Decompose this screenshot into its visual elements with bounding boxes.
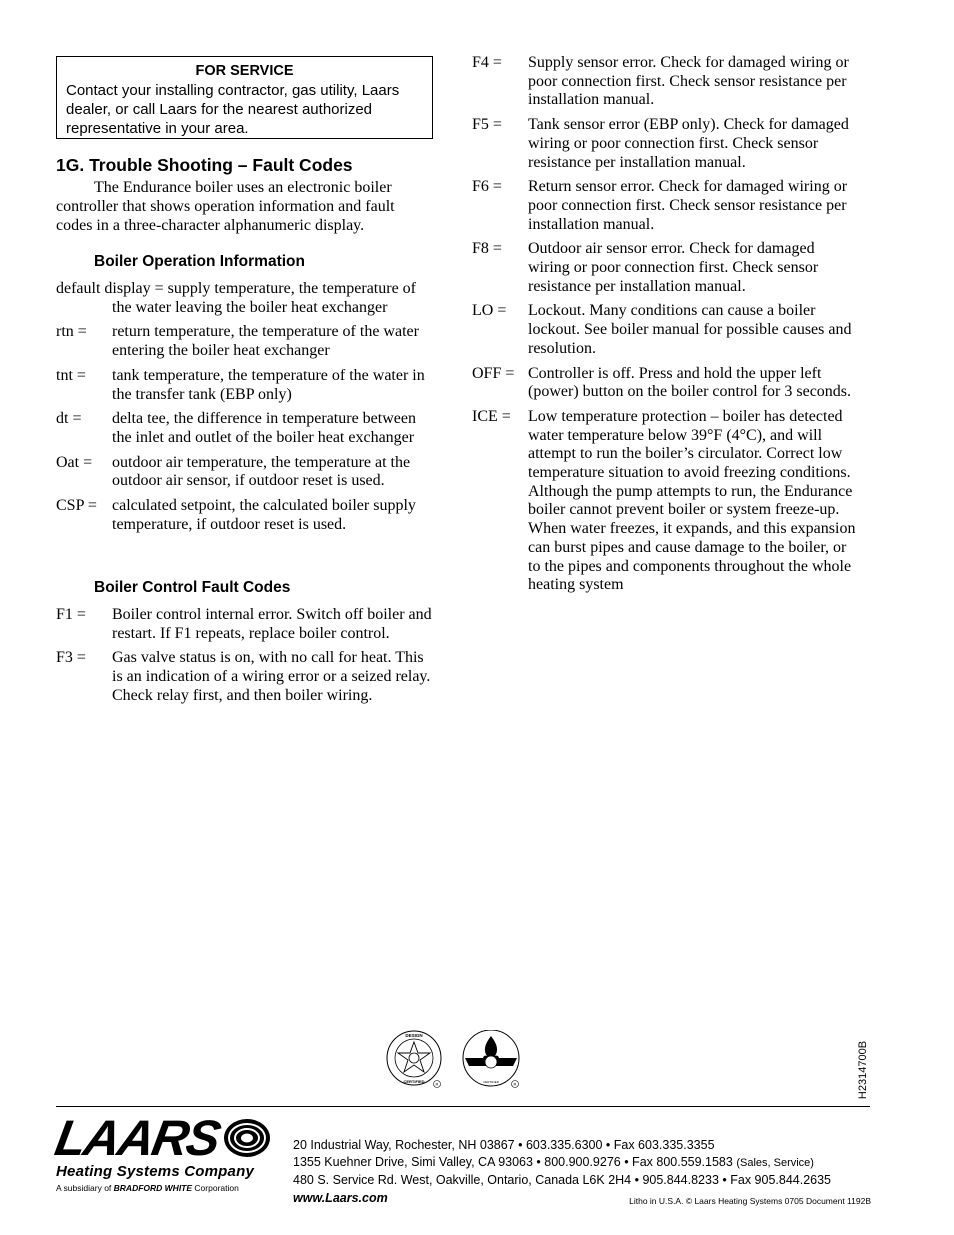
fault-item — [56, 649, 436, 705]
operation-code: rtn = — [56, 323, 87, 341]
operation-item — [56, 410, 436, 447]
fault-code: LO = — [472, 302, 507, 320]
fault-code: ICE = — [472, 407, 511, 425]
gas-certified-seal — [461, 1030, 523, 1090]
operation-item — [56, 497, 436, 534]
fault-item — [472, 302, 857, 358]
footer-divider — [56, 1106, 870, 1107]
section-title: 1G. Trouble Shooting – Fault Codes — [56, 155, 353, 175]
seal-bottom-text: CERTIFIED — [483, 1080, 499, 1084]
logo-subtitle: Heating Systems Company — [56, 1163, 254, 1180]
fault-item — [472, 178, 857, 234]
seal-bottom-text: CERTIFIED — [403, 1079, 425, 1084]
operation-desc: calculated setpoint, the calculated boiler supply temperature, if outdoor reset is used. — [112, 497, 416, 533]
document-code: H2314700B — [857, 1040, 869, 1100]
fault-code: F1 = — [56, 606, 86, 623]
subsidiary-name: BRADFORD WHITE — [113, 1183, 193, 1193]
registered-mark: R — [435, 1081, 439, 1087]
operation-desc: tank temperature, the temperature of the water in the transfer tank (EBP only) — [112, 366, 425, 403]
operation-list — [56, 280, 436, 540]
fault-code: OFF = — [472, 364, 515, 382]
fault-desc: Gas valve status is on, with no call for heat. This is an indication of a wiring error or a seized relay. Check relay first, and then boiler wiring. — [112, 649, 431, 704]
coil-icon — [222, 1117, 272, 1159]
operation-desc: outdoor air temperature, the temperature at the outdoor air sensor, if outdoor reset is used. — [112, 453, 411, 490]
fault-list-right — [472, 54, 857, 601]
registered-mark: R — [513, 1081, 517, 1087]
fault-item — [472, 116, 857, 172]
address-simi-valley — [293, 1154, 873, 1172]
design-certified-seal — [386, 1030, 446, 1090]
operation-code: CSP = — [56, 497, 97, 515]
fault-item — [472, 240, 857, 296]
service-title: FOR SERVICE — [195, 63, 294, 79]
operation-code: dt = — [56, 410, 82, 428]
fault-desc: Lockout. Many conditions can cause a boiler lockout. See boiler manual for possible causes and resolution. — [528, 302, 852, 357]
footer-last-line — [293, 1190, 873, 1207]
fault-item — [56, 606, 436, 643]
litho-notice: Litho in U.S.A. © Laars Heating Systems 0705 Document 1192B — [629, 1195, 871, 1206]
fault-item — [472, 54, 857, 110]
operation-heading: Boiler Operation Information — [94, 253, 305, 270]
fault-item — [472, 365, 857, 402]
fault-desc: Tank sensor error (EBP only). Check for damaged wiring or poor connection first. Check sensor resistance per installation manual. — [528, 116, 849, 171]
address-oakville: 480 S. Service Rd. West, Oakville, Ontario, Canada L6K 2H4 • 905.844.8233 • Fax 905.844.2635 — [293, 1173, 832, 1188]
default-display-item: default display = supply temperature, the temperature of the water leaving the boiler heat exchanger — [56, 280, 417, 316]
fault-code: F5 = — [472, 116, 502, 134]
operation-code: tnt = — [56, 366, 86, 384]
fault-desc: Outdoor air sensor error. Check for damaged wiring or poor connection first. Check sensor resistance per installation manual. — [528, 240, 819, 295]
fault-code: F4 = — [472, 54, 502, 71]
fault-code: F8 = — [472, 240, 502, 258]
fault-desc: Return sensor error. Check for damaged wiring or poor connection first. Check sensor resistance per installation manual. — [528, 178, 848, 233]
fault-desc: Supply sensor error. Check for damaged wiring or poor connection first. Check sensor resistance per installation manual. — [528, 54, 849, 109]
operation-code: Oat = — [56, 453, 93, 471]
service-text: Contact your installing contractor, gas utility, Laars dealer, or call Laars for the nearest authorized representative in your area. — [66, 82, 400, 137]
fault-code: F3 = — [56, 649, 86, 667]
fault-desc: Controller is off. Press and hold the upper left (power) button on the boiler control for 3 seconds. — [528, 364, 852, 401]
footer-addresses — [293, 1137, 873, 1207]
operation-item — [56, 367, 436, 404]
fault-desc: Boiler control internal error. Switch off boiler and restart. If F1 repeats, replace boiler control. — [112, 606, 432, 642]
seal-top-text: DESIGN — [405, 1033, 423, 1038]
operation-item — [56, 323, 436, 360]
website-link[interactable]: www.Laars.com — [293, 1190, 388, 1205]
service-box — [56, 56, 433, 139]
fault-desc: Low temperature protection – boiler has detected water temperature below 39°F (4°C), and will attempt to run the boiler’s circulator. Correct low temperature situation to avoid freezing conditions. Although the pump attempts to run, the Endurance boiler cannot prevent boiler or system freeze-up. When water freezes, it expands, and this expansion can burst pipes and cause damage to the boiler, or to the pipes and components throughout the whole heating system — [528, 407, 856, 594]
subsidiary-line — [56, 1183, 286, 1193]
subsidiary-prefix: A subsidiary of — [56, 1183, 112, 1193]
faults-heading: Boiler Control Fault Codes — [94, 579, 291, 596]
section-intro: The Endurance boiler uses an electronic boiler controller that shows operation information and fault codes in a three-character alphanumeric display. — [56, 179, 395, 234]
operation-desc: delta tee, the difference in temperature between the inlet and outlet of the boiler heat exchanger — [112, 410, 416, 446]
address-simi-valley-text: 1355 Kuehner Drive, Simi Valley, CA 93063 • 800.900.9276 • Fax 800.559.1583 — [293, 1155, 733, 1170]
address-rochester: 20 Industrial Way, Rochester, NH 03867 • 603.335.6300 • Fax 603.335.3355 — [293, 1138, 715, 1152]
subsidiary-suffix: Corporation — [194, 1183, 239, 1193]
operation-item — [56, 454, 436, 491]
fault-list-left — [56, 606, 436, 712]
address-note: (Sales, Service) — [736, 1157, 814, 1170]
operation-desc: return temperature, the temperature of the water entering the boiler heat exchanger — [112, 323, 419, 360]
logo-wordmark: LAARS — [51, 1110, 224, 1166]
fault-code: F6 = — [472, 178, 502, 196]
fault-item — [472, 408, 857, 595]
laars-logo — [51, 1110, 286, 1204]
